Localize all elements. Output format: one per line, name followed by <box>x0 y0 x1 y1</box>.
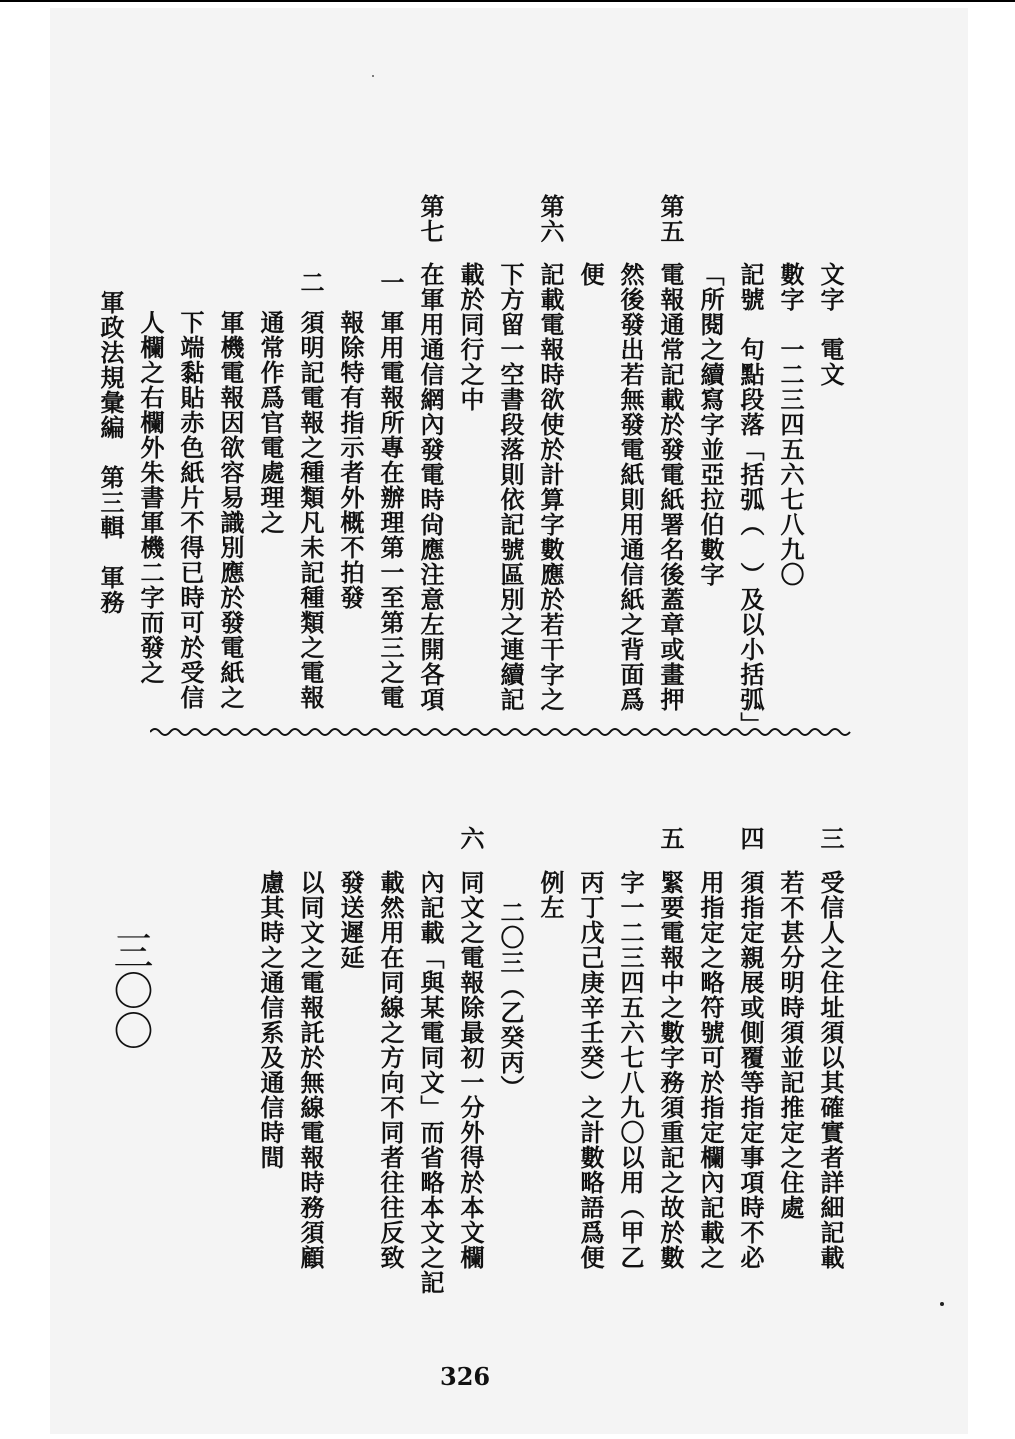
section-7-heading: 第七 <box>416 194 445 244</box>
section-7-line-1: 在軍用通信網內發電時尙應注意左開各項 <box>416 262 445 712</box>
scan-speck <box>940 1302 944 1306</box>
item-5-line-1: 緊要電報中之數字務須重記之故於數 <box>656 870 685 1270</box>
item-6-line-4: 發送遲延 <box>336 870 365 970</box>
item-5-line-2: 字一二三四五六七八九〇以用（甲乙 <box>616 870 645 1270</box>
item-1-line-2: 報除特有指示者外概不拍發 <box>336 310 365 610</box>
item-3-line-1: 受信人之住址須以其確實者詳細記載 <box>816 870 845 1270</box>
running-title: 軍政法規彙編 第三輯 軍務 <box>96 290 125 615</box>
section-5-heading: 第五 <box>656 194 685 244</box>
item-4-line-2: 用指定之略符號可於指定欄內記載之 <box>696 870 725 1270</box>
item-2-line-1: 須明記電報之種類凡未記種類之電報 <box>296 310 325 710</box>
section-6-line-3: 載於同行之中 <box>456 262 485 412</box>
item-4-line-1: 須指定親展或側覆等指定事項時不必 <box>736 870 765 1270</box>
item-6-line-2: 內記載「與某電同文」而省略本文之記 <box>416 870 445 1295</box>
upper-line-1: 文字 電文 <box>816 262 845 387</box>
continuation-line-2: 下端黏貼赤色紙片不得已時可於受信 <box>176 310 205 710</box>
upper-line-4: 「所閱之續寫字並亞拉伯數字 <box>696 262 725 587</box>
item-2-line-2: 通常作爲官電處理之 <box>256 310 285 535</box>
upper-line-2: 數字 一二三四五六七八九〇 <box>776 262 805 587</box>
item-5-line-3: 丙丁戊己庚辛壬癸）之計數略語爲便 <box>576 870 605 1270</box>
continuation-line-1: 軍機電報因欲容易識別應於發電紙之 <box>216 310 245 710</box>
item-1-number: 一 <box>376 270 405 295</box>
item-2-number: 二 <box>296 270 325 295</box>
top-border-line <box>0 0 1015 2</box>
section-5-line-1: 電報通常記載於發電紙署名後蓋章或畫押 <box>656 262 685 712</box>
upper-line-3: 記號 句點段落「括弧（ ）及以小括弧」 <box>736 262 765 737</box>
item-5-example: 二〇三（乙癸丙） <box>496 900 525 1100</box>
section-6-line-1: 記載電報時欲使於計算字數應於若干字之 <box>536 262 565 712</box>
item-6-line-5: 以同文之電報託於無線電報時務須顧 <box>296 870 325 1270</box>
item-3-line-2: 若不甚分明時須並記推定之住處 <box>776 870 805 1220</box>
item-6-line-6: 慮其時之通信系及通信時間 <box>256 870 285 1170</box>
section-6-line-2: 下方留一空書段落則依記號區別之連續記 <box>496 262 525 712</box>
item-6-line-1: 同文之電報除最初一分外得於本文欄 <box>456 870 485 1270</box>
item-1-line-1: 軍用電報所專在辦理第一至第三之電 <box>376 310 405 710</box>
wavy-divider <box>150 724 855 740</box>
item-3-number: 三 <box>816 826 845 851</box>
page-number: 326 <box>440 1362 491 1391</box>
item-4-number: 四 <box>736 826 765 851</box>
section-5-line-2: 然後發出若無發電紙則用通信紙之背面爲 <box>616 262 645 712</box>
scan-speck <box>372 75 374 77</box>
original-page-marker: 三〇〇 <box>107 930 153 1050</box>
section-6-heading: 第六 <box>536 194 565 244</box>
item-5-number: 五 <box>656 826 685 851</box>
continuation-line-3: 人欄之右欄外朱書軍機二字而發之 <box>136 310 165 685</box>
item-6-number: 六 <box>456 826 485 851</box>
item-6-line-3: 載然用在同線之方向不同者往往反致 <box>376 870 405 1270</box>
section-5-line-3: 便 <box>576 262 605 287</box>
item-5-line-4: 例左 <box>536 870 565 920</box>
